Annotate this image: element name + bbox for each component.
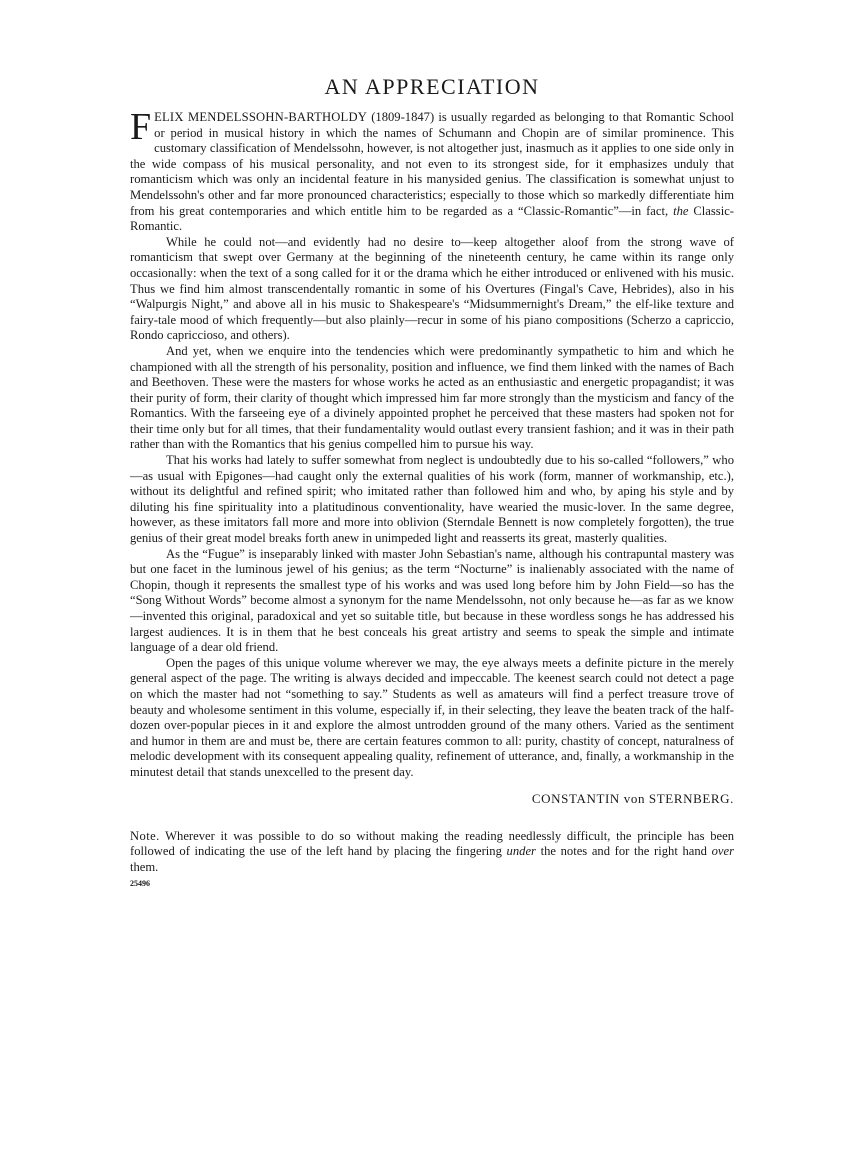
emphasis-the: the	[673, 203, 689, 218]
page-title: AN APPRECIATION	[324, 74, 540, 99]
author-signature: CONSTANTIN von STERNBERG.	[531, 790, 734, 806]
paragraph-1-text: (1809-1847) is usually regarded as belonging to that Romantic School or period in musical history in which the names of Schumann and Chopin are of similar prominence. This customary classification of Mendelssohn, however, is not altogether just, inasmuch as it applies to one side only in the wide compass of his musical personality, and not even to its strongest side, for it emphasizes unduly that romanticism which was only an incidental feature in his manysided genius. The classification is somewhat unjust to Mendelssohn's other and far more pronounced characteristics; especially to those which so markedly differentiate him from his great contemporaries and which entitle him to be regarded as a “Classic-Romantic”—in fact,	[130, 110, 734, 218]
paragraph-4: That his works had lately to suffer somewhat from neglect is undoubtedly due to his so-called “followers,” who—as usual with Epigones—had caught only the external qualities of his work (form, manner of workmanship, etc.), without its delightful and refined spirit; who imitated rather than followed him and who, by aping his style and by diluting his fine spirituality into a platitudinous conventionality, have wearied the music-lover. In the same degree, however, as these imitators fall more and more into oblivion (Sterndale Bennett is now completely forgotten), the true genius of their great model breaks forth anew in unimpeded light and reasserts its great, masterly qualities.	[130, 453, 734, 546]
essay-body	[130, 106, 734, 781]
drop-cap: F	[130, 106, 152, 148]
note-text-a: Wherever it was possible to do so without making the reading needlessly difficult, the principle has been followed of indicating the use of the left hand by placing the fingering	[130, 828, 734, 859]
plate-number: 25496	[130, 879, 150, 889]
note-text-c: them.	[130, 859, 159, 874]
lead-in-caps: ELIX MENDELSSOHN-BARTHOLDY	[154, 110, 368, 124]
note-text-b: the notes and for the right hand	[535, 844, 712, 859]
note-emphasis-over: over	[711, 844, 734, 859]
paragraph-1-end: Classic-Romantic.	[130, 203, 734, 234]
paragraph-1	[130, 106, 734, 235]
paragraph-2: While he could not—and evidently had no desire to—keep altogether aloof from the strong wave of romanticism that swept over Germany at the beginning of the nineteenth century, he came within its range only occasionally: when the text of a song called for it or the drama which he either introduced or enlivened with his music. Thus we find him almost transcendentally romantic in some of his Overtures (Fingal's Cave, Hebrides), also in his “Walpurgis Night,” and above all in his music to Shakespeare's “Midsummernight's Dream,” the elf-like texture and fairy-tale mood of which frequently—but also plainly—recur in some of his piano compositions (Scherzo a capriccio, Rondo capriccioso, and others).	[130, 234, 734, 343]
note-label: Note.	[130, 828, 160, 843]
paragraph-3: And yet, when we enquire into the tendencies which were predominantly sympathetic to him and which he championed with all the strength of his personality, position and influence, we find them linked with the names of Bach and Beethoven. These were the masters for whose works he acted as an enthusiastic and energetic propagandist; it was their purity of form, their clarity of thought which impressed him far more strongly than the mysticism and fancy of the Romantics. With the farseeing eye of a divinely appointed prophet he perceived that these masters had spoken not for their time only but for all times, that their fundamentality would outlast every transient fashion; and it was in their path rather than with the Romantics that his genius compelled him to pursue his way.	[130, 343, 734, 452]
fingering-note	[130, 829, 734, 876]
paragraph-5: As the “Fugue” is inseparably linked with master John Sebastian's name, although his contrapuntal mastery was but one facet in the luminous jewel of his genius; as the term “Nocturne” is inalienably associated with the name of Chopin, though it represents the smallest type of his works and was used long before him by John Field—so has the “Song Without Words” become almost a synonym for the name Mendelssohn, not only because he—as far as we know—invented this original, paradoxical and yet so suitable title, but because in these wordless songs he has addressed his largest audiences. It is in them that he best conceals his great artistry and seems to speak the simple and intimate language of a dear old friend.	[130, 546, 734, 655]
note-emphasis-under: under	[506, 844, 536, 859]
paragraph-6: Open the pages of this unique volume wherever we may, the eye always meets a definite picture in the merely general aspect of the page. The writing is always decided and impeccable. The keenest search could not detect a page on which the master had not “something to say.” Students as well as amateurs will find a perfect treasure trove of beauty and wholesome sentiment in this volume, especially if, in their selecting, they leave the beaten track of the half-dozen over-popular pieces in it and explore the almost untrodden ground of the many others. Varied as the sentiment and humor in them are and must be, there are certain features common to all: purity, chastity of concept, naturalness of melodic development with its consequent appealing quality, refinement of utterance, and, finally, a workmanship in the minutest detail that stands unexcelled to the present day.	[130, 655, 734, 779]
